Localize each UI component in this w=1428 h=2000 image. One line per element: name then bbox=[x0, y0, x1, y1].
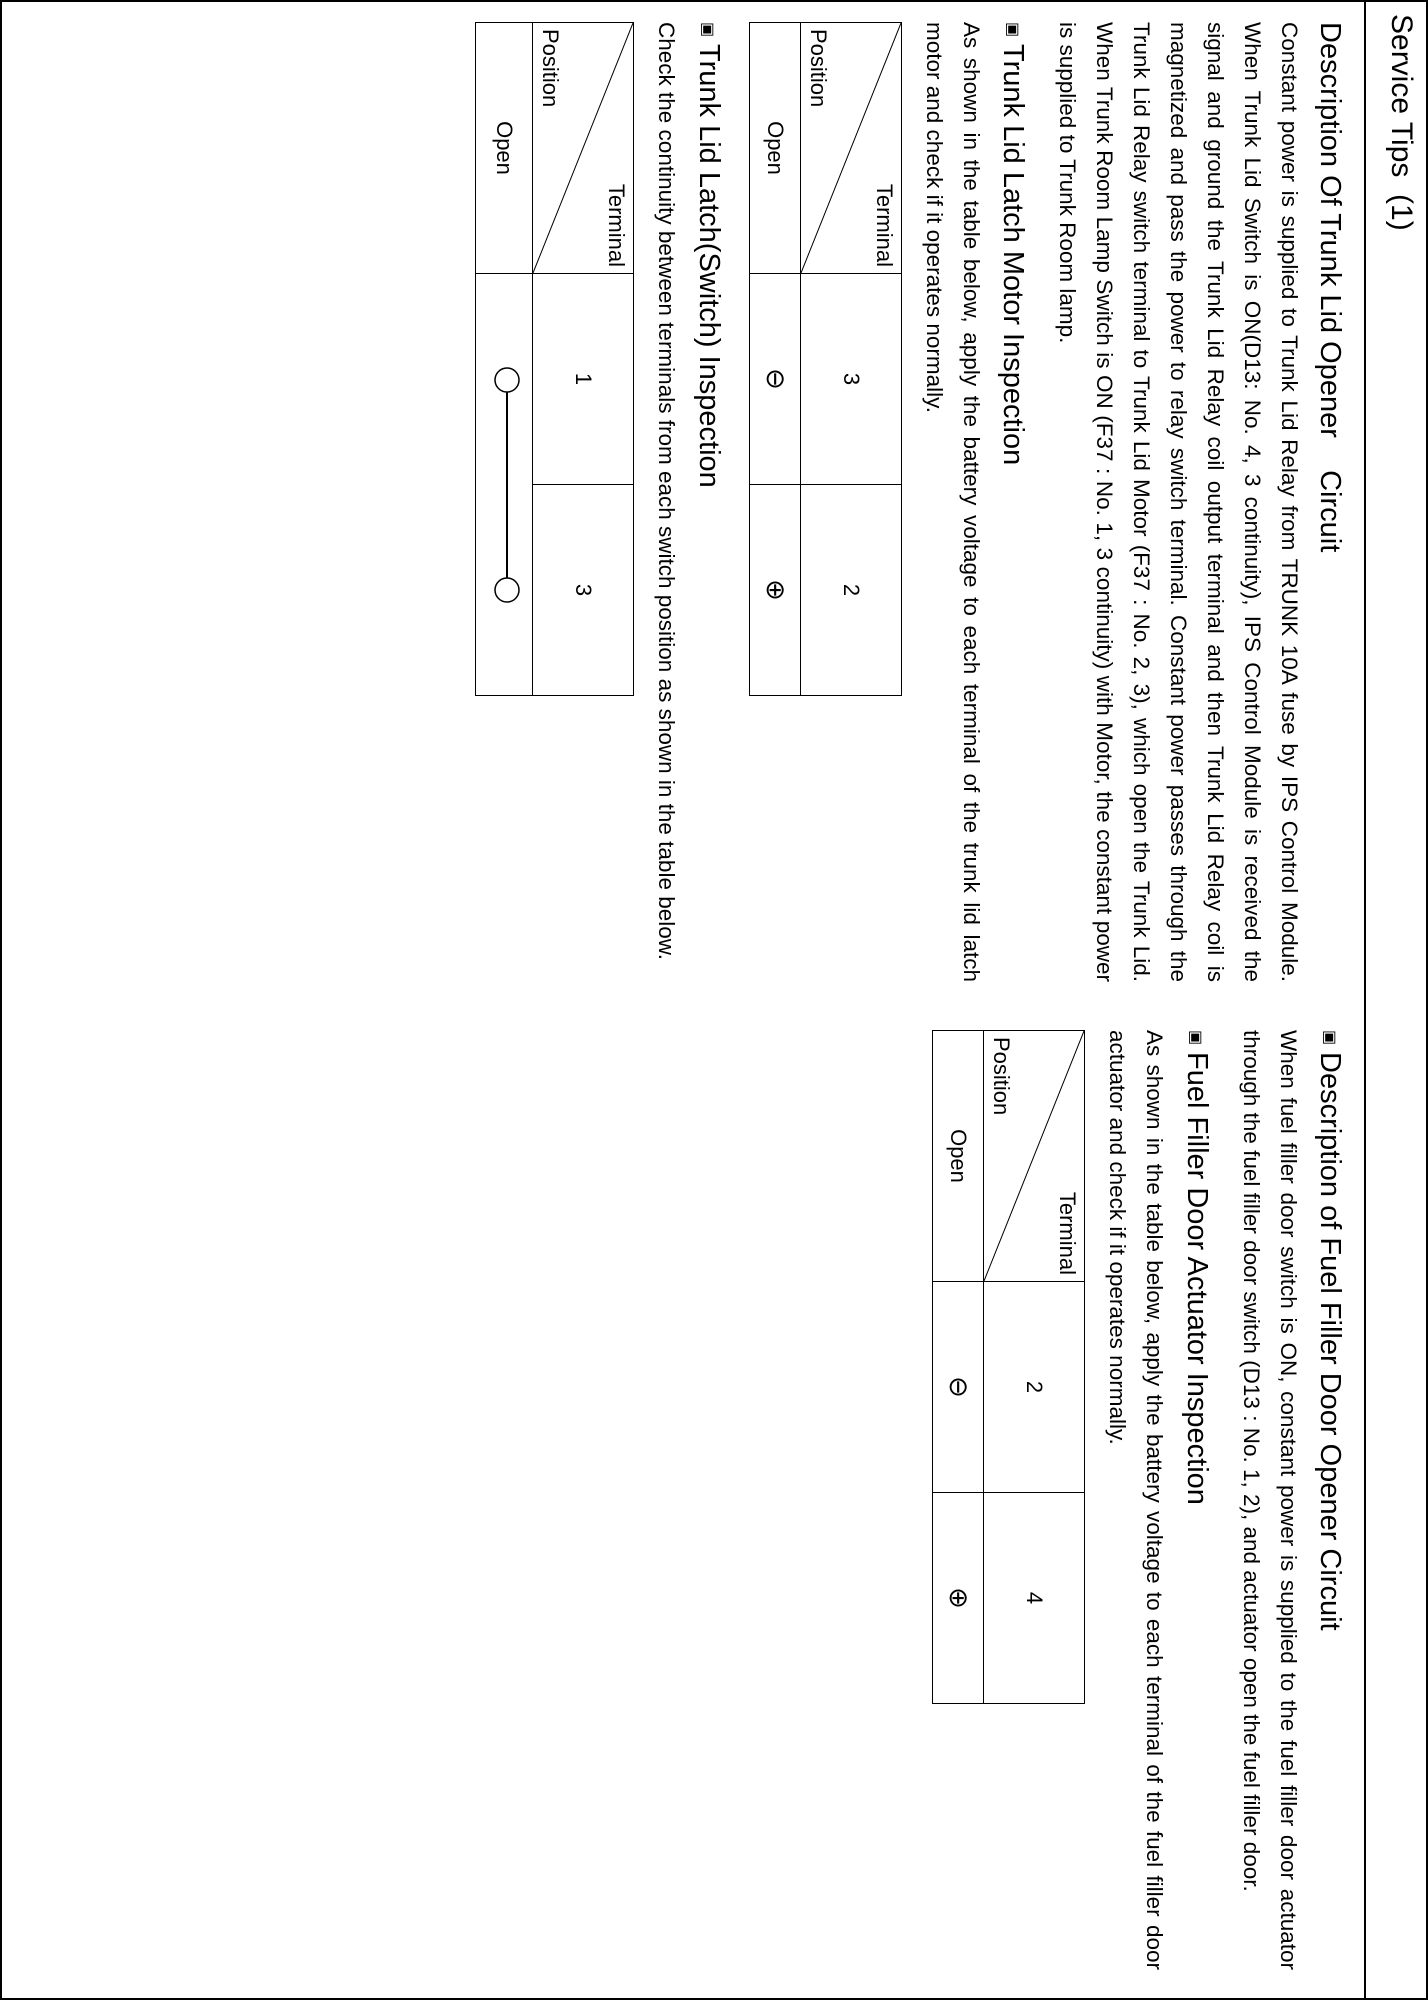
latch-table-corner bbox=[533, 23, 634, 274]
right-column bbox=[910, 1030, 1348, 1970]
latch-table bbox=[475, 22, 634, 696]
actuator-heading-row bbox=[1177, 1030, 1214, 1970]
terminal-header: 3 bbox=[533, 485, 634, 696]
bullet-icon: ▣ bbox=[699, 22, 717, 38]
position-label: Position bbox=[538, 29, 564, 108]
actuator-table-corner bbox=[984, 1031, 1085, 1282]
latch-heading: Trunk Lid Latch(Switch) Inspection bbox=[692, 44, 725, 488]
motor-body: As shown in the table below, apply the battery voltage to each terminal of the trunk lid latch motor and check if it operates normally. bbox=[921, 22, 984, 982]
fuel-intro-heading-row bbox=[1311, 1030, 1348, 1970]
continuity-cell bbox=[476, 274, 533, 696]
terminal-header: 1 bbox=[533, 274, 634, 485]
left-column bbox=[453, 22, 1348, 982]
terminal-label: Terminal bbox=[1055, 1191, 1081, 1275]
fuel-intro-section bbox=[1233, 1030, 1348, 1970]
terminal-header: 4 bbox=[984, 1493, 1085, 1704]
bullet-icon: ▣ bbox=[1187, 1030, 1205, 1046]
terminal-label: Terminal bbox=[871, 183, 897, 267]
fuel-intro-body: When fuel filler door switch is ON, constant power is supplied to the fuel filler door actuator through the fuel filler door switch (D13 : No. 1, 2), and actuator open the fuel filler door. bbox=[1238, 1030, 1301, 1970]
terminal-header: 3 bbox=[800, 274, 901, 485]
plus-icon: ⊕ bbox=[760, 579, 791, 601]
plus-icon: ⊕ bbox=[944, 1587, 975, 1609]
bullet-icon: ▣ bbox=[1003, 22, 1021, 38]
header-divider bbox=[1364, 0, 1366, 2000]
terminal-header: 2 bbox=[800, 485, 901, 696]
trunk-intro-section bbox=[1049, 22, 1348, 982]
latch-heading-row bbox=[689, 22, 726, 982]
motor-section bbox=[749, 22, 1031, 982]
row-label: Open bbox=[933, 1031, 984, 1282]
position-label: Position bbox=[805, 29, 831, 108]
row-label: Open bbox=[749, 23, 800, 274]
continuity-icon bbox=[482, 275, 532, 695]
terminal-label: Terminal bbox=[604, 183, 630, 267]
motor-table-corner bbox=[800, 23, 901, 274]
latch-body: Check the continuity between terminals from each switch position as shown in the table below. bbox=[654, 22, 680, 961]
trunk-intro-heading: Description Of Trunk Lid Opener Circuit bbox=[1314, 22, 1346, 553]
minus-icon: ⊖ bbox=[760, 368, 791, 390]
minus-icon: ⊖ bbox=[944, 1376, 975, 1398]
actuator-table bbox=[932, 1030, 1085, 1704]
trunk-intro-body: Constant power is supplied to Trunk Lid Relay from TRUNK 10A fuse by IPS Control Module. When Trunk Lid Switch is ON(D13: No. 4, 3 continuity), IPS Control Module is received the signal and ground the Trunk Lid Relay coil output terminal and then Trunk Lid Relay coil is magnetized and pass the power to relay switch terminal. Constant power passes through the Trunk Lid Relay switch terminal to Trunk Lid Motor (F37 : No. 2, 3), which open the Trunk Lid. When Trunk Room Lamp Switch is ON (F37 : No. 1, 3 continuity) with Motor, the constant power is supplied to Trunk Room lamp. bbox=[1055, 22, 1302, 982]
motor-heading-row bbox=[994, 22, 1031, 982]
motor-table bbox=[749, 22, 902, 696]
position-label: Position bbox=[989, 1037, 1015, 1116]
actuator-section bbox=[932, 1030, 1214, 1970]
actuator-heading: Fuel Filler Door Actuator Inspection bbox=[1180, 1052, 1213, 1505]
terminal-header: 2 bbox=[984, 1282, 1085, 1493]
page-title: Service Tips (1) bbox=[1385, 14, 1418, 231]
row-label: Open bbox=[476, 23, 533, 274]
fuel-intro-heading: Description of Fuel Filler Door Opener Circuit bbox=[1314, 1052, 1346, 1631]
bullet-icon: ▣ bbox=[1320, 1030, 1338, 1046]
latch-section bbox=[475, 22, 726, 982]
actuator-body: As shown in the table below, apply the battery voltage to each terminal of the fuel filler door actuator and check if it operates normally. bbox=[1105, 1030, 1168, 1970]
motor-heading: Trunk Lid Latch Motor Inspection bbox=[997, 44, 1029, 466]
